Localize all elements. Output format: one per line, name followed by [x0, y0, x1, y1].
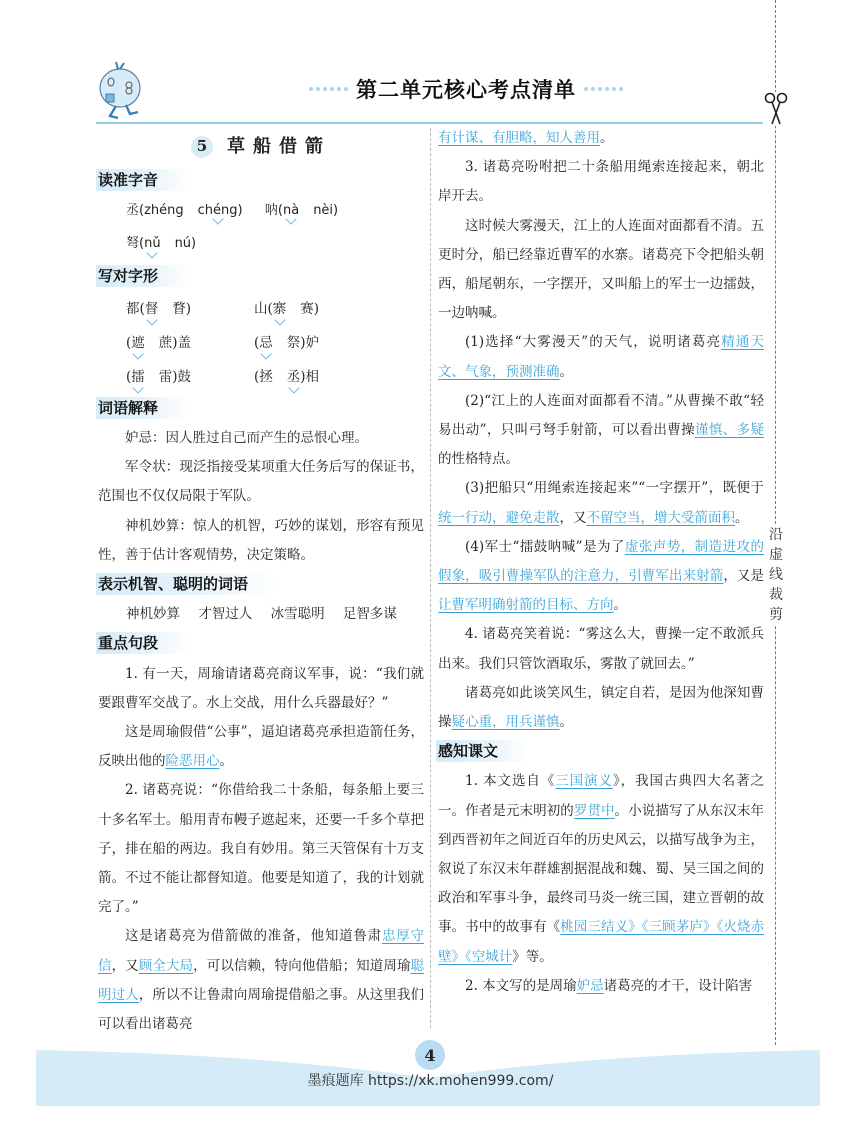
- watermark-link[interactable]: 墨痕题库 https://xk.mohen999.com/: [307, 1073, 554, 1089]
- character-forms-row: [126, 326, 424, 360]
- note-text: 。: [219, 753, 233, 770]
- perception-item-1: [438, 767, 764, 971]
- page-title-group: [256, 74, 676, 104]
- suffix: )相: [300, 368, 320, 385]
- character-form-item: [126, 326, 254, 360]
- cut-label-char: 裁: [769, 587, 783, 603]
- suffix: ): [313, 300, 320, 317]
- passage-quote-4: 4. 诸葛亮笑着说：“雾这么大，曹操一定不敢派兵出来。我们只管饮酒取乐，雾散了就回去。”: [438, 626, 764, 672]
- pinyin-option: nèi: [313, 203, 334, 219]
- char-option: 祭: [286, 334, 301, 351]
- answer-text: 妒忌: [576, 977, 604, 994]
- note-text: (2)“江上的人连面对面都看不清。”从曹操不敢“轻易出动”，只叫弓弩手射箭，可以看出曹操: [438, 392, 764, 439]
- answer-text: 谨慎、多疑: [695, 422, 764, 439]
- answer-text: 罗贯中: [573, 802, 615, 819]
- note-text: 诸葛亮如此谈笑风生，镇定自若，是因为他深知曹操: [438, 684, 764, 731]
- lesson-title: [98, 128, 424, 166]
- note-text: 这是诸葛亮为借箭做的准备，他知道鲁肃: [125, 928, 382, 945]
- prefix: 山(: [254, 300, 273, 317]
- prefix: 都(: [126, 300, 145, 317]
- suffix: )鼓: [172, 368, 192, 385]
- pinyin-option-correct: chéng: [198, 196, 238, 225]
- pronunciation-row: [126, 229, 424, 258]
- page-number-badge: 4: [415, 1040, 445, 1070]
- pronunciation-char: 呐(: [264, 203, 283, 219]
- right-column: [438, 124, 764, 1001]
- passage-text-3: 这时候大雾漫天，江上的人连面对面都看不清。五更时分，船已经靠近曹军的水寨。诸葛亮下令把船头朝西，船尾朝东，一字摆开，又叫船上的军士一边擂鼓，一边呐喊。: [438, 217, 764, 322]
- pinyin-option: nú: [174, 236, 192, 252]
- question-3: [438, 474, 764, 532]
- answer-text: 不留空当，增大受箭面积: [586, 509, 735, 526]
- note-text: 》等。: [512, 948, 553, 965]
- char-option-correct: 督: [145, 292, 159, 326]
- prefix: (: [126, 368, 132, 385]
- section-heading-vocabulary: 词语解释: [96, 397, 188, 419]
- character-forms-grid: [98, 292, 424, 394]
- perception-item-2: [438, 972, 764, 1001]
- char-option-correct: 寨: [273, 292, 287, 326]
- note-text: 这是周瑜假借“公事”，逼迫诸葛亮承担造箭任务，反映出他的: [98, 724, 424, 770]
- cut-label-char: 剪: [769, 607, 783, 623]
- char-option: 蔗: [158, 334, 173, 351]
- note-text: ，可以信赖，特向他借船；知道周瑜: [193, 957, 411, 974]
- answer-text: 聪明过人: [98, 957, 425, 1003]
- suffix: ): [185, 300, 192, 317]
- question-4: [438, 533, 764, 621]
- character-forms-row: [126, 360, 424, 394]
- note-text: 诸葛亮的才干，设计陷害: [603, 977, 753, 994]
- pinyin-option: zhéng: [144, 203, 184, 219]
- note-text: 2. 本文写的是周瑜: [465, 977, 577, 994]
- decorative-dots-left: [309, 87, 348, 91]
- char-option-correct: 遮: [131, 326, 145, 360]
- pronunciation-list: [98, 196, 424, 258]
- note-text: (4)军士“擂鼓呐喊”是为了: [465, 538, 625, 555]
- answer-text: 有计谋、有胆略，知人善用: [438, 130, 600, 146]
- note-text: 1. 本文选自《: [465, 773, 556, 790]
- apple-mascot-icon: [96, 60, 148, 122]
- question-2: [438, 387, 764, 475]
- answer-text: 忠厚守信: [98, 928, 425, 974]
- section-heading-text-perception: 感知课文: [436, 740, 528, 762]
- answer-text: 统一行动，避免走散: [438, 509, 560, 526]
- lesson-number-badge: 5: [191, 136, 213, 158]
- passage-note-2: [98, 922, 424, 1039]
- paren: ): [333, 203, 339, 219]
- character-form-item: [254, 360, 382, 394]
- clever-words-list: [98, 600, 424, 629]
- word-item: 才智过人: [198, 606, 253, 623]
- char-option-correct: 丞: [287, 360, 301, 394]
- word-item: 神机妙算: [126, 606, 180, 623]
- note-text: ，又: [559, 509, 587, 526]
- cut-along-dashed-line-label: [767, 525, 785, 625]
- section-heading-pronunciation: 读准字音: [96, 169, 188, 191]
- pinyin-option-correct: nǔ: [144, 229, 160, 258]
- note-text: ，所以不让鲁肃向周瑜提借船之事。从这里我们可以看出诸葛亮: [98, 986, 425, 1033]
- vocabulary-item: 神机妙算：惊人的机智，巧妙的谋划，形容有预见性，善于估计客观情势，决定策略。: [98, 517, 424, 563]
- prefix: (: [126, 334, 132, 351]
- note-text: 。: [559, 363, 573, 380]
- paren: ): [237, 203, 243, 219]
- answer-text: 让曹军明确射箭的目标、方向: [438, 597, 614, 614]
- note-text: 》，我国古典四大名著之一。作者是元末明初的: [438, 773, 765, 819]
- answer-text: 疑心重，用兵谨慎: [451, 714, 560, 731]
- question-1: [438, 328, 764, 386]
- pronunciation-char: 丞(: [126, 203, 145, 219]
- answer-text: 桃园三结义》《三顾茅庐》《火烧赤壁》《空城计: [438, 919, 764, 965]
- column-divider: [430, 128, 431, 1028]
- passage-note-1: [98, 718, 424, 776]
- passage-note-4: [438, 679, 764, 737]
- pronunciation-char: 弩(: [126, 236, 145, 252]
- page-header: [96, 60, 766, 124]
- character-form-item: [126, 360, 254, 394]
- section-heading-character-forms: 写对字形: [96, 265, 188, 287]
- cut-label-char: 线: [769, 567, 783, 583]
- pronunciation-row: [126, 196, 424, 225]
- paren: ): [191, 236, 197, 252]
- answer-text: 虚张声势，制造进攻的假象，吸引曹操军队的注意力，引曹军出来射箭: [438, 538, 764, 585]
- passage-quote-2: 2. 诸葛亮说：“你借给我二十条船，每条船上要三十多名军士。船用青布幔子遮起来，还要一千多个草把子，排在船的两边。我自有妙用。第三天管保有十万支箭。不过不能让都督知道。他要是知道了，我的计划就完了。”: [98, 782, 424, 916]
- passage-quote-1: 1. 有一天，周瑜请诸葛亮商议军事，说：“我们就要跟曹军交战了。水上交战，用什么兵器最好？”: [98, 665, 424, 711]
- section-heading-key-passages: 重点句段: [96, 632, 188, 654]
- suffix: )妒: [300, 334, 320, 351]
- section-heading-clever-words: 表示机智、聪明的词语: [96, 573, 278, 595]
- note-text: 。: [600, 130, 614, 146]
- answer-text: 险恶用心: [165, 753, 220, 770]
- note-text: 。小说描写了从东汉末年到西晋初年之间近百年的历史风云，以描写战争为主，叙说了东汉末年群雄割据混战和魏、蜀、吴三国之间的政治和军事斗争，最终司马炎一统三国，建立晋朝的故事。书中的故事有《: [438, 802, 765, 936]
- vocabulary-item: 军令状：现泛指接受某项重大任务后写的保证书，范围也不仅仅局限于军队。: [98, 459, 424, 505]
- note-text: 。: [559, 714, 573, 731]
- char-option-correct: 擂: [131, 360, 145, 394]
- lesson-name: 草船借箭: [227, 136, 331, 158]
- cut-label-char: 沿: [769, 527, 783, 543]
- decorative-dots-right: [584, 87, 623, 91]
- passage-quote-3: 3. 诸葛亮吩咐把二十条船用绳索连接起来，朝北岸开去。: [438, 159, 764, 205]
- suffix: )盖: [172, 334, 192, 351]
- note-text: ，又是: [723, 568, 765, 585]
- word-item: 足智多谋: [342, 606, 397, 623]
- answer-text: 顾全大局: [138, 957, 194, 974]
- cut-label-char: 虚: [769, 547, 783, 563]
- char-option: 拯: [259, 368, 273, 385]
- char-option-correct: 忌: [259, 326, 273, 360]
- character-forms-row: [126, 292, 424, 326]
- note-text: ，又: [111, 957, 139, 974]
- left-column: [98, 126, 424, 1039]
- passage-note-2-continued: [438, 124, 764, 153]
- character-form-item: [254, 326, 382, 360]
- character-form-item: [126, 292, 254, 326]
- note-text: (1)选择“大雾漫天”的天气，说明诸葛亮: [465, 334, 722, 351]
- note-text: (3)把船只“用绳索连接起来”“一字摆开”，既便于: [465, 480, 764, 497]
- char-option: 赛: [300, 300, 314, 317]
- answer-text: 精通天文、气象，预测准确: [438, 334, 764, 380]
- char-option: 雷: [158, 368, 173, 385]
- prefix: (: [254, 334, 260, 351]
- scissors-icon: [763, 92, 789, 126]
- prefix: (: [254, 368, 260, 385]
- note-text: 的性格特点。: [438, 451, 519, 468]
- character-form-item: [254, 292, 382, 326]
- page-title: 第二单元核心考点清单: [356, 77, 576, 102]
- note-text: 。: [735, 509, 749, 526]
- pinyin-option-correct: nà: [283, 196, 299, 225]
- char-option: 瞀: [172, 300, 186, 317]
- note-text: 。: [613, 597, 627, 614]
- word-item: 冰雪聪明: [270, 606, 325, 623]
- vocabulary-item: 妒忌：因人胜过自己而产生的忌恨心理。: [125, 430, 368, 447]
- answer-text: 三国演义: [555, 773, 613, 790]
